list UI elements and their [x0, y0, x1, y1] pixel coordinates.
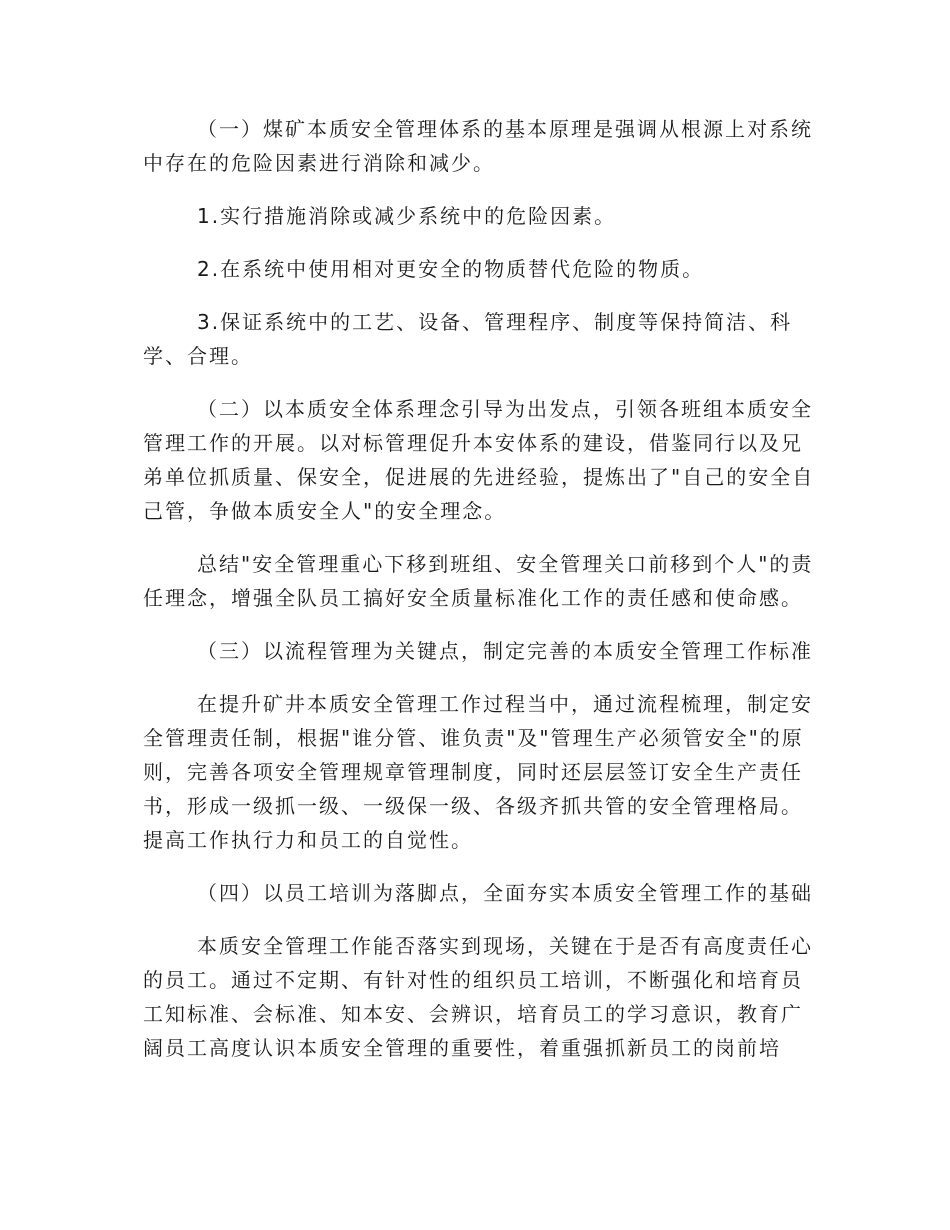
text-line: 学、合理。	[143, 344, 253, 368]
text-line: 在提升矿井本质安全管理工作过程当中，通过流程梳理，制定安	[197, 692, 813, 716]
text-line: 提高工作执行力和员工的自觉性。	[143, 828, 473, 852]
text-line: 总结"安全管理重心下移到班组、安全管理关口前移到个人"的责	[197, 552, 814, 576]
list-item-2	[143, 252, 809, 286]
text-line: （四）以员工培训为落脚点，全面夯实本质安全管理工作的基础	[197, 881, 813, 905]
text-line: 己管，争做本质安全人"的安全理念。	[143, 499, 507, 523]
text-line: 管理工作的开展。以对标管理促升本安体系的建设，借鉴同行以及兄	[143, 431, 803, 455]
list-item-3	[143, 305, 809, 373]
paragraph-summary	[143, 547, 814, 615]
paragraph-section-3	[143, 687, 813, 857]
text-line: 则，完善各项安全管理规章管理制度，同时还层层签订安全生产责任	[143, 760, 803, 784]
section-heading-3	[143, 634, 813, 668]
text-line: 任理念，增强全队员工搞好安全质量标准化工作的责任感和使命感。	[143, 586, 803, 610]
text-line: 2.在系统中使用相对更安全的物质替代危险的物质。	[197, 257, 705, 281]
text-line: 书，形成一级抓一级、一级保一级、各级齐抓共管的安全管理格局。	[143, 794, 803, 818]
text-line: 工知标准、会标准、知本安、会辨识，培育员工的学习意识，教育广	[143, 1002, 803, 1026]
text-line: 阔员工高度认识本质安全管理的重要性，着重强抓新员工的岗前培	[143, 1036, 781, 1060]
text-line: 本质安全管理工作能否落实到现场，关键在于是否有高度责任心	[197, 934, 813, 958]
text-line: （一）煤矿本质安全管理体系的基本原理是强调从根源上对系统	[197, 117, 813, 141]
paragraph-section-4	[143, 929, 813, 1065]
section-heading-4	[143, 876, 813, 910]
text-line: 弟单位抓质量、保安全，促进展的先进经验，提炼出了"自己的安全自	[143, 465, 815, 489]
text-line: 中存在的危险因素进行消除和减少。	[143, 151, 495, 175]
text-line: 1.实行措施消除或减少系统中的危险因素。	[197, 204, 617, 228]
text-line: （二）以本质安全体系理念引导为出发点，引领各班组本质安全	[197, 397, 813, 421]
text-line: 全管理责任制，根据"谁分管、谁负责"及"管理生产必须管安全"的原	[143, 726, 804, 750]
text-line: （三）以流程管理为关键点，制定完善的本质安全管理工作标准	[197, 639, 813, 663]
text-line: 3.保证系统中的工艺、设备、管理程序、制度等保持简洁、科	[197, 310, 793, 334]
text-line: 的员工。通过不定期、有针对性的组织员工培训，不断强化和培育员	[143, 968, 803, 992]
paragraph-section-2	[143, 392, 815, 528]
paragraph-principle	[143, 112, 813, 180]
document-body	[143, 112, 815, 1065]
list-item-1	[143, 199, 809, 233]
